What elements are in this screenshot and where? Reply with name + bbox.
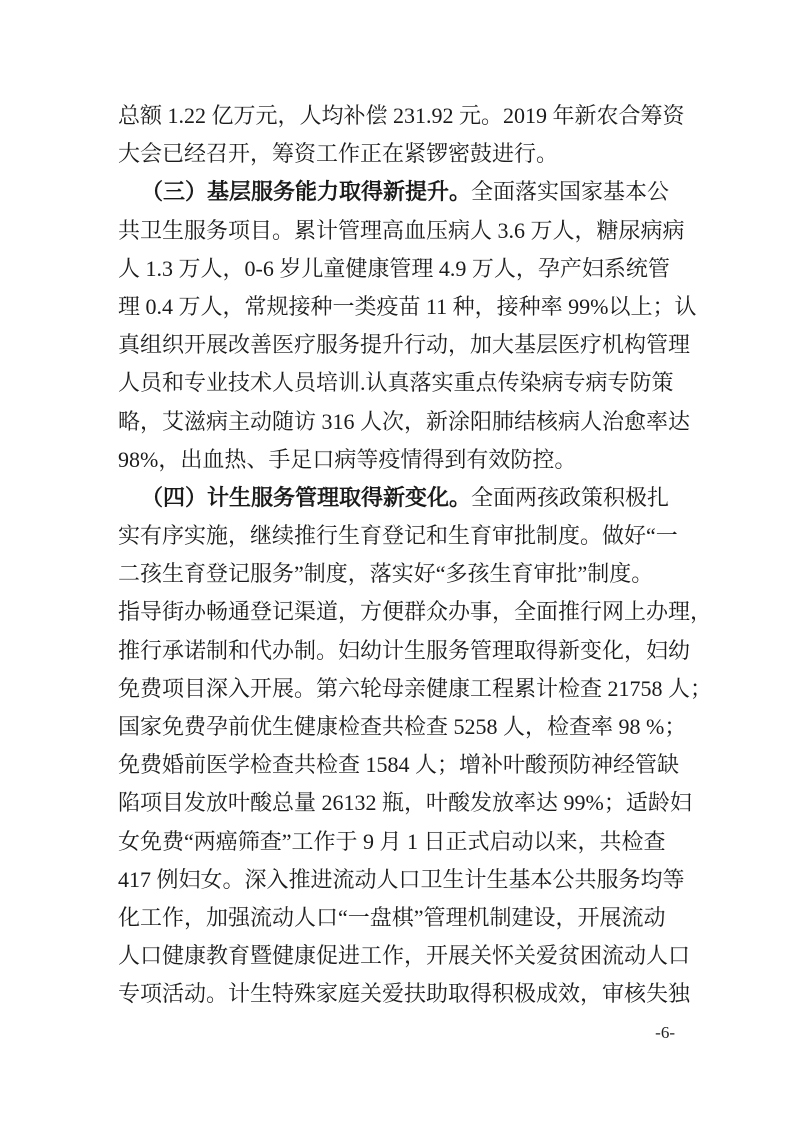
section-heading-run: （三）基层服务能力取得新提升。 xyxy=(141,179,472,205)
page-body xyxy=(118,97,713,1014)
text-run: 共卫生服务项目。累计管理高血压病人 3.6 万人，糖尿病病 xyxy=(118,217,685,243)
page-number: -6- xyxy=(655,1023,675,1042)
text-line xyxy=(118,97,694,135)
text-line xyxy=(118,364,694,402)
text-run: 免费婚前医学检查共检查 1584 人；增补叶酸预防神经管缺 xyxy=(118,752,680,778)
text-line xyxy=(118,899,694,937)
text-line xyxy=(118,823,694,861)
text-run: 指导街办畅通登记渠道，方便群众办事，全面推行网上办理， xyxy=(118,599,713,625)
text-run: 二孩生育登记服务”制度，落实好“多孩生育审批”制度。 xyxy=(118,561,654,587)
text-line xyxy=(118,708,694,746)
text-line xyxy=(118,975,694,1013)
text-line xyxy=(118,212,694,250)
text-line xyxy=(118,403,694,441)
text-run: 人 1.3 万人，0-6 岁儿童健康管理 4.9 万人，孕产妇系统管 xyxy=(118,255,670,281)
text-run: 人员和专业技术人员培训.认真落实重点传染病专病专防策 xyxy=(118,370,674,396)
text-run: 真组织开展改善医疗服务提升行动，加大基层医疗机构管理 xyxy=(118,332,691,358)
text-line xyxy=(118,937,694,975)
text-run: 专项活动。计生特殊家庭关爱扶助取得积极成效，审核失独 xyxy=(118,981,691,1007)
text-line xyxy=(118,517,694,555)
text-line xyxy=(118,288,697,326)
text-line xyxy=(118,173,694,211)
text-run: 417 例妇女。深入推进流动人口卫生计生基本公共服务均等 xyxy=(118,866,685,892)
text-run: 国家免费孕前优生健康检查共检查 5258 人，检查率 98 %； xyxy=(118,714,687,739)
text-line xyxy=(118,746,694,784)
text-run: 理 0.4 万人，常规接种一类疫苗 11 种，接种率 99%以上；认 xyxy=(118,293,697,319)
text-run: 98%，出血热、手足口病等疫情得到有效防控。 xyxy=(118,446,577,472)
text-run: 人口健康教育暨健康促进工作，开展关怀关爱贫困流动人口 xyxy=(118,943,691,969)
text-run: 免费项目深入开展。第六轮母亲健康工程累计检查 21758 人； xyxy=(118,675,713,701)
text-run: 陷项目发放叶酸总量 26132 瓶，叶酸发放率达 99%；适龄妇 xyxy=(118,790,692,816)
text-run: 略，艾滋病主动随访 316 人次，新涂阳肺结核病人治愈率达 xyxy=(118,408,691,434)
text-line xyxy=(118,250,694,288)
text-run: 总额 1.22 亿万元，人均补偿 231.92 元。2019 年新农合筹资 xyxy=(118,103,685,128)
text-line xyxy=(118,670,713,708)
text-run: 全面两孩政策积极扎 xyxy=(471,484,670,510)
text-run: 女免费“两癌筛查”工作于 9 月 1 日正式启动以来，共检查 xyxy=(118,828,666,854)
text-run: 实有序实施，继续推行生育登记和生育审批制度。做好“一 xyxy=(118,523,678,549)
text-run: 全面落实国家基本公 xyxy=(471,179,670,205)
text-line xyxy=(118,784,694,822)
text-line xyxy=(118,861,694,899)
section-heading-run: （四）计生服务管理取得新变化。 xyxy=(141,484,472,510)
text-line xyxy=(118,593,713,631)
text-line xyxy=(118,632,694,670)
text-line xyxy=(118,555,694,593)
text-run: 推行承诺制和代办制。妇幼计生服务管理取得新变化，妇幼 xyxy=(118,637,691,663)
text-run: 化工作，加强流动人口“一盘棋”管理机制建设，开展流动 xyxy=(118,904,666,930)
text-line xyxy=(118,441,694,479)
text-run: 大会已经召开，筹资工作正在紧锣密鼓进行。 xyxy=(118,141,559,167)
text-line xyxy=(118,135,694,173)
text-line xyxy=(118,326,694,364)
text-line xyxy=(118,479,694,517)
